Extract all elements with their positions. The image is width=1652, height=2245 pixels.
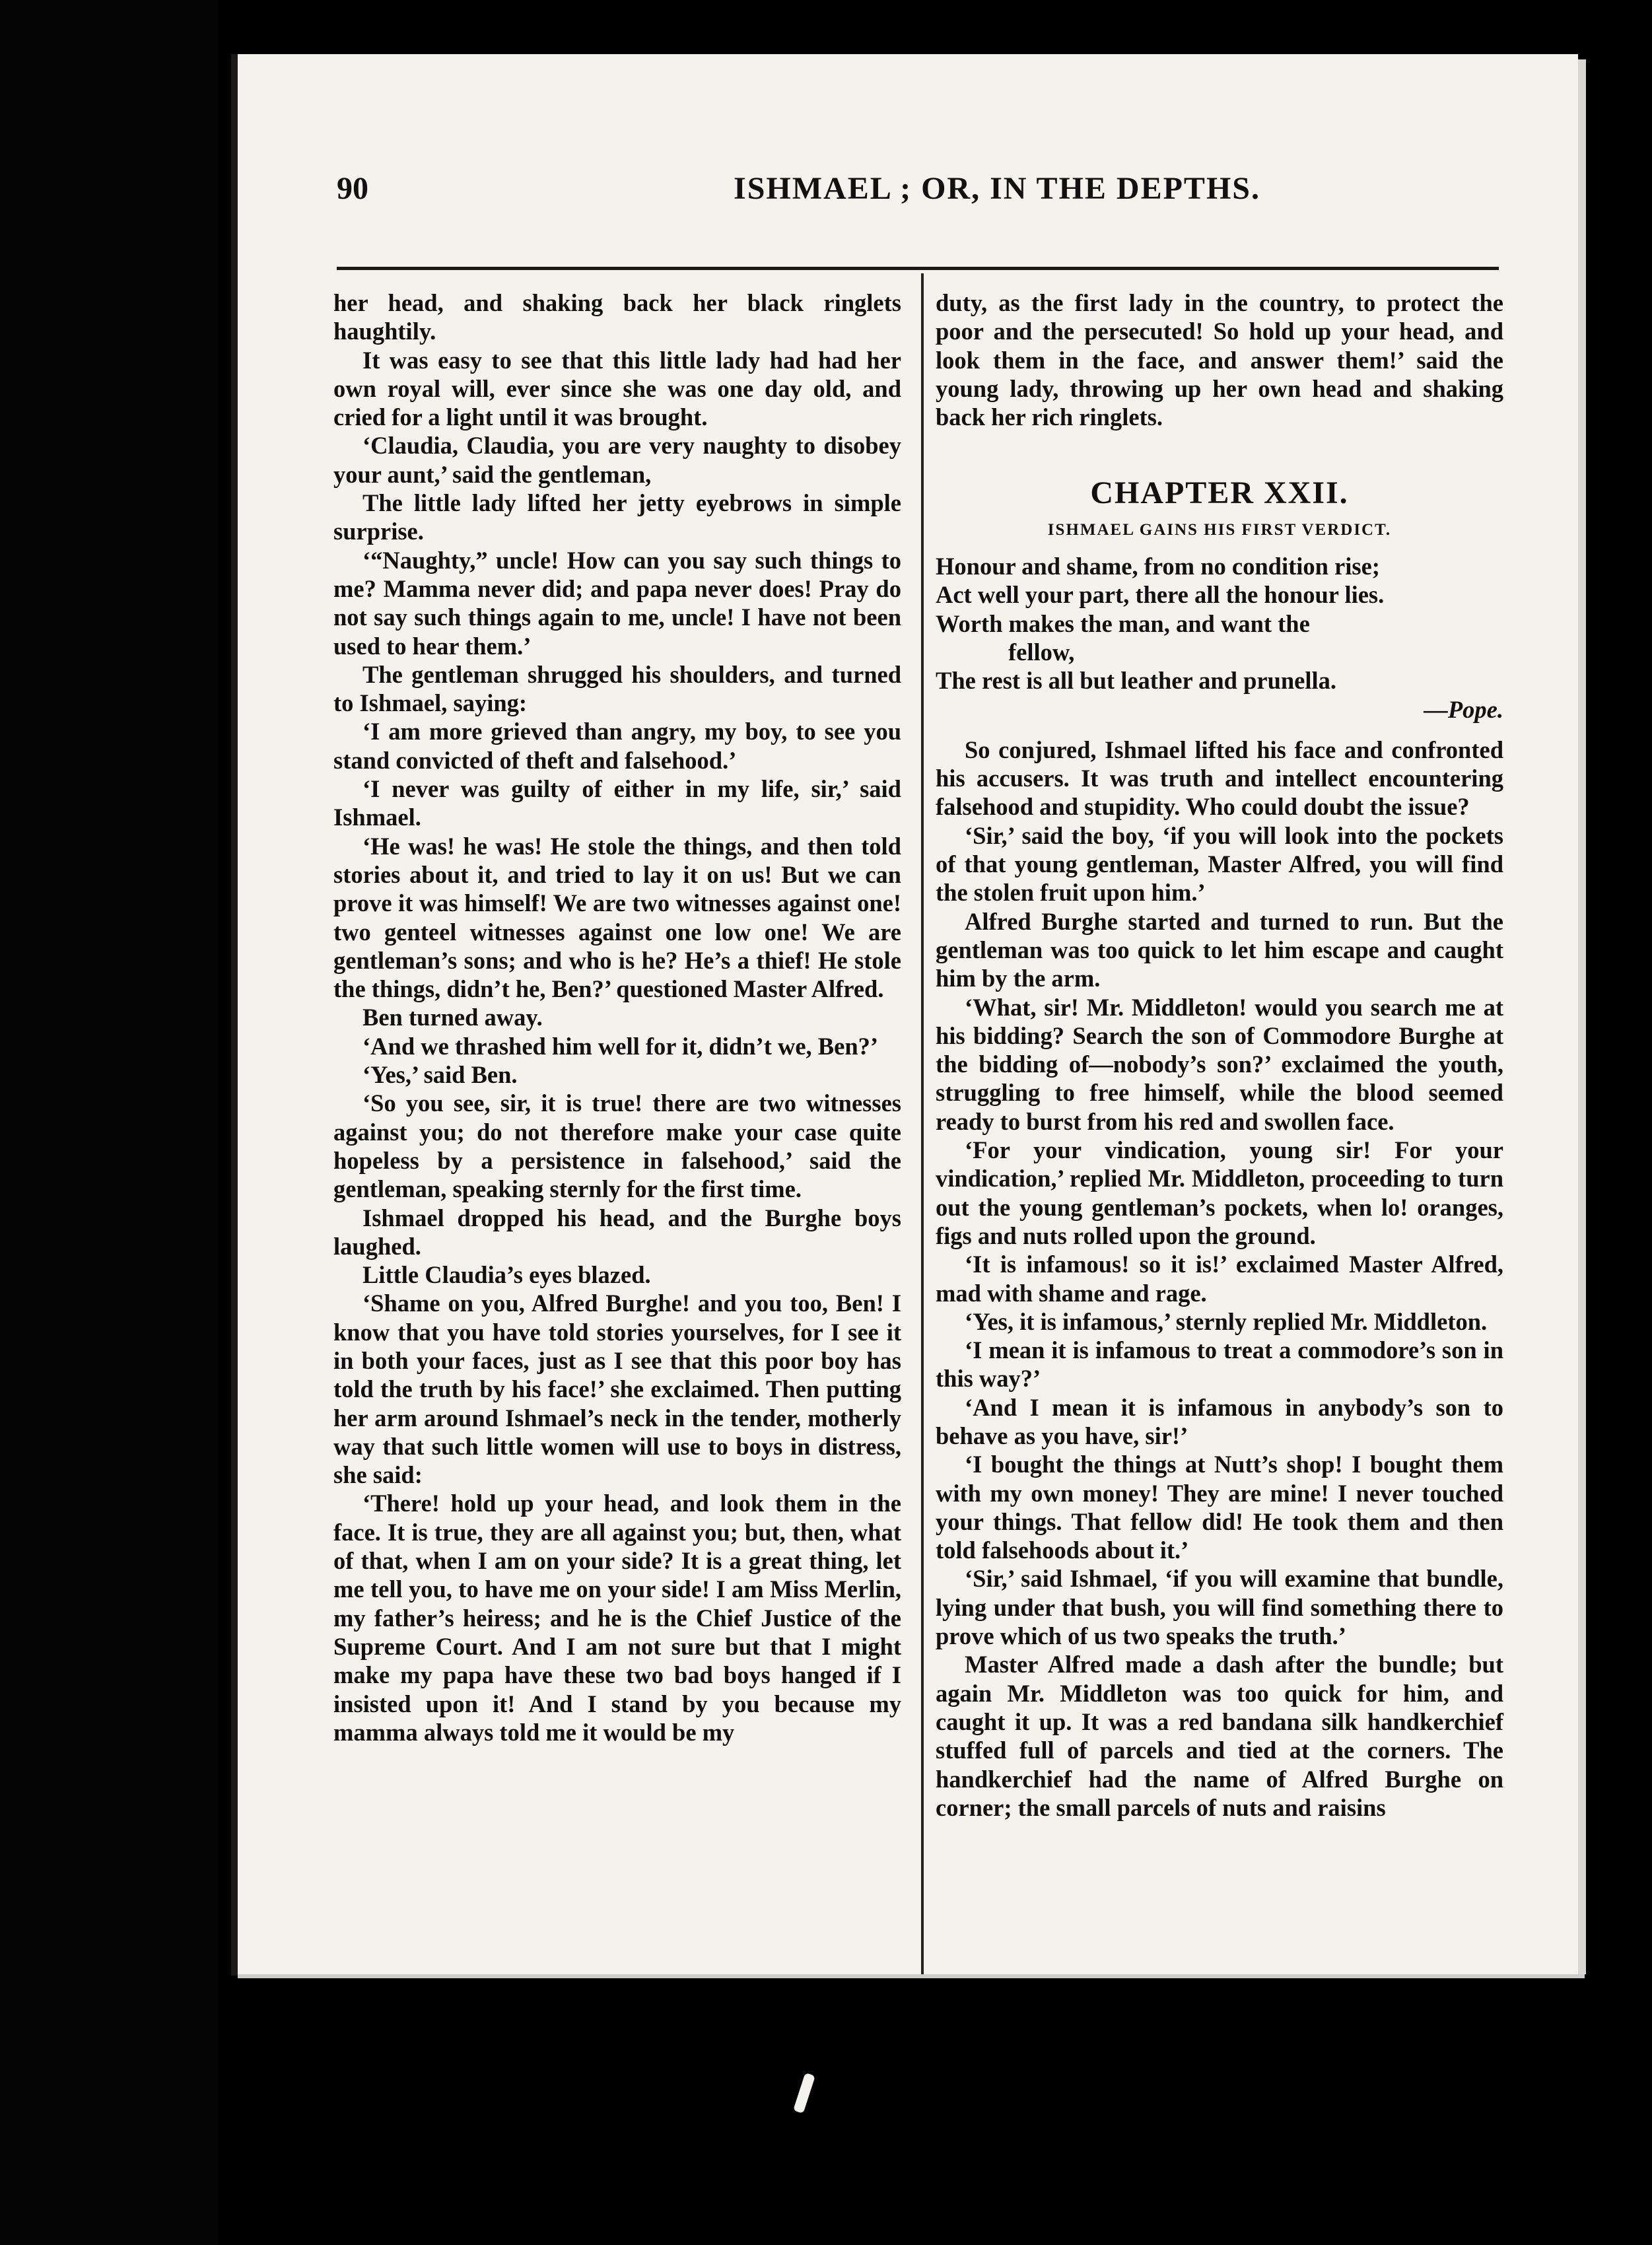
page-header [337,170,1492,223]
epigraph-line: fellow, [1008,638,1075,666]
paragraph: duty, as the first lady in the country, to protect the poor and the persecuted! So hold up your head, and look them in the face, and answer them!’ said the young lady, throwing up her own head and shaking back her rich ringlets. [936,289,1503,431]
paragraph: ‘Claudia, Claudia, you are very naughty to disobey your aunt,’ said the gentleman, [333,432,901,488]
page-number: 90 [337,171,368,206]
paragraph: ‘I never was guilty of either in my life, sir,’ said Ishmael. [333,775,901,831]
paragraph: The gentleman shrugged his shoulders, and turned to Ishmael, saying: [333,660,901,717]
epigraph-line: Act well your part, there all the honour lies. [936,581,1385,609]
film-border-left [0,0,218,2245]
epigraph-line: Worth makes the man, and want the [936,609,1310,637]
paragraph: ‘What, sir! Mr. Middleton! would you search me at his bidding? Search the son of Commodore Burghe at the bidding of—nobody’s son?’ exclaimed the youth, struggling to free himself, while the blood seemed ready to burst from his red and swollen face. [936,993,1503,1135]
paragraph: It was easy to see that this little lady had had her own royal will, ever since she was one day old, and cried for a light until it was brought. [333,346,901,431]
epigraph-line: The rest is all but leather and prunella. [936,667,1337,695]
paragraph: ‘There! hold up your head, and look them in the face. It is true, they are all against you; but, then, what of that, when I am on your side? It is a great thing, let me tell you, to have me on your side! I am Miss Merlin, my father’s heiress; and he is the Chief Justice of the Supreme Court. And I am not sure but that I might make my papa have these two bad boys hanged if I insisted upon it! And I stand by you because my mamma always told me it would be my [333,1490,901,1746]
chapter-title: CHAPTER XXII. [1090,475,1349,511]
paragraph: ‘Yes,’ said Ben. [362,1061,518,1089]
paragraph: The little lady lifted her jetty eyebrows in simple surprise. [333,489,901,545]
epigraph [936,552,1503,724]
header-rule [337,267,1499,270]
paragraph: So conjured, Ishmael lifted his face and confronted his accusers. It was truth and intellect encountering falsehood and stupidity. Who could doubt the issue? [936,736,1503,821]
paragraph: Ben turned away. [362,1004,543,1031]
paragraph: Master Alfred made a dash after the bundle; but again Mr. Middleton was too quick for him, and caught it up. It was a red bandana silk handkerchief stuffed full of parcels and tied at the corners. The handkerchief had the name of Alfred Burghe on corner; the small parcels of nuts and raisins [936,1651,1503,1821]
column-divider [921,273,924,2036]
paragraph: ‘Sir,’ said Ishmael, ‘if you will examine that bundle, lying under that bush, you will find something there to prove which of us two speaks the truth.’ [936,1565,1503,1650]
paragraph: ‘Yes, it is infamous,’ sternly replied Mr. Middleton. [965,1307,1488,1335]
film-border-bottom [238,1978,1585,2245]
paragraph: ‘I am more grieved than angry, my boy, to see you stand convicted of theft and falsehood.’ [333,718,901,774]
next-page-edge [1578,59,1586,1974]
chapter-subtitle: ISHMAEL GAINS HIS FIRST VERDICT. [1047,520,1392,539]
right-column [936,289,1503,1822]
paragraph: Ishmael dropped his head, and the Burghe boys laughed. [333,1204,901,1260]
paragraph: ‘And we thrashed him well for it, didn’t we, Ben?’ [362,1032,879,1060]
paragraph: ‘Sir,’ said the boy, ‘if you will look into the pockets of that young gentleman, Master Alfred, you will find the stolen fruit upon him.’ [936,821,1503,907]
paragraph: ‘And I mean it is infamous in anybody’s son to behave as you have, sir!’ [936,1393,1503,1449]
paragraph: Alfred Burghe started and turned to run. But the gentleman was too quick to let him escape and caught him by the arm. [936,907,1503,992]
paragraph: ‘It is infamous! so it is!’ exclaimed Master Alfred, mad with shame and rage. [936,1251,1503,1307]
paragraph: ‘“Naughty,” uncle! How can you say such things to me? Mamma never did; and papa never does! Pray do not say such things again to me, uncle! I have not been used to hear them.’ [333,546,901,660]
epigraph-line: Honour and shame, from no condition rise; [936,553,1380,580]
paragraph: her head, and shaking back her black ringlets haughtily. [333,289,901,345]
paragraph: Little Claudia’s eyes blazed. [362,1261,651,1289]
paragraph: ‘For your vindication, young sir! For your vindication,’ replied Mr. Middleton, proceeding to turn out the young gentleman’s pockets, when lo! oranges, figs and nuts rolled upon the ground. [936,1136,1503,1249]
paragraph: ‘He was! he was! He stole the things, and then told stories about it, and tried to lay it on us! But we can prove it was himself! We are two witnesses against one! two genteel witnesses against one low one! We are gentleman’s sons; and who is he? He’s a thief! He stole the things, didn’t he, Ben?’ questioned Master Alfred. [333,832,901,1003]
paragraph: ‘So you see, sir, it is true! there are two witnesses against you; do not therefore make your case quite hopeless by a persistence in falsehood,’ said the gentleman, speaking sternly for the first time. [333,1089,901,1203]
running-title: ISHMAEL ; OR, IN THE DEPTHS. [734,171,1260,206]
paragraph: ‘I mean it is infamous to treat a commodore’s son in this way?’ [936,1336,1503,1393]
paragraph: ‘I bought the things at Nutt’s shop! I bought them with my own money! They are mine! I never touched your things. That fellow did! He took them and then told falsehoods about it.’ [936,1451,1503,1564]
paragraph: ‘Shame on you, Alfred Burghe! and you too, Ben! I know that you have told stories yourselves, for I see it in both your faces, just as I see that this poor boy has told the truth by his face!’ she exclaimed. Then putting her arm around Ishmael’s neck in the tender, motherly way that such little women will use to boys in distress, she said: [333,1290,901,1489]
left-column [333,289,901,1746]
book-page [231,54,1578,1976]
epigraph-attribution: —Pope. [1424,695,1503,723]
film-border-right [1586,0,1652,2245]
